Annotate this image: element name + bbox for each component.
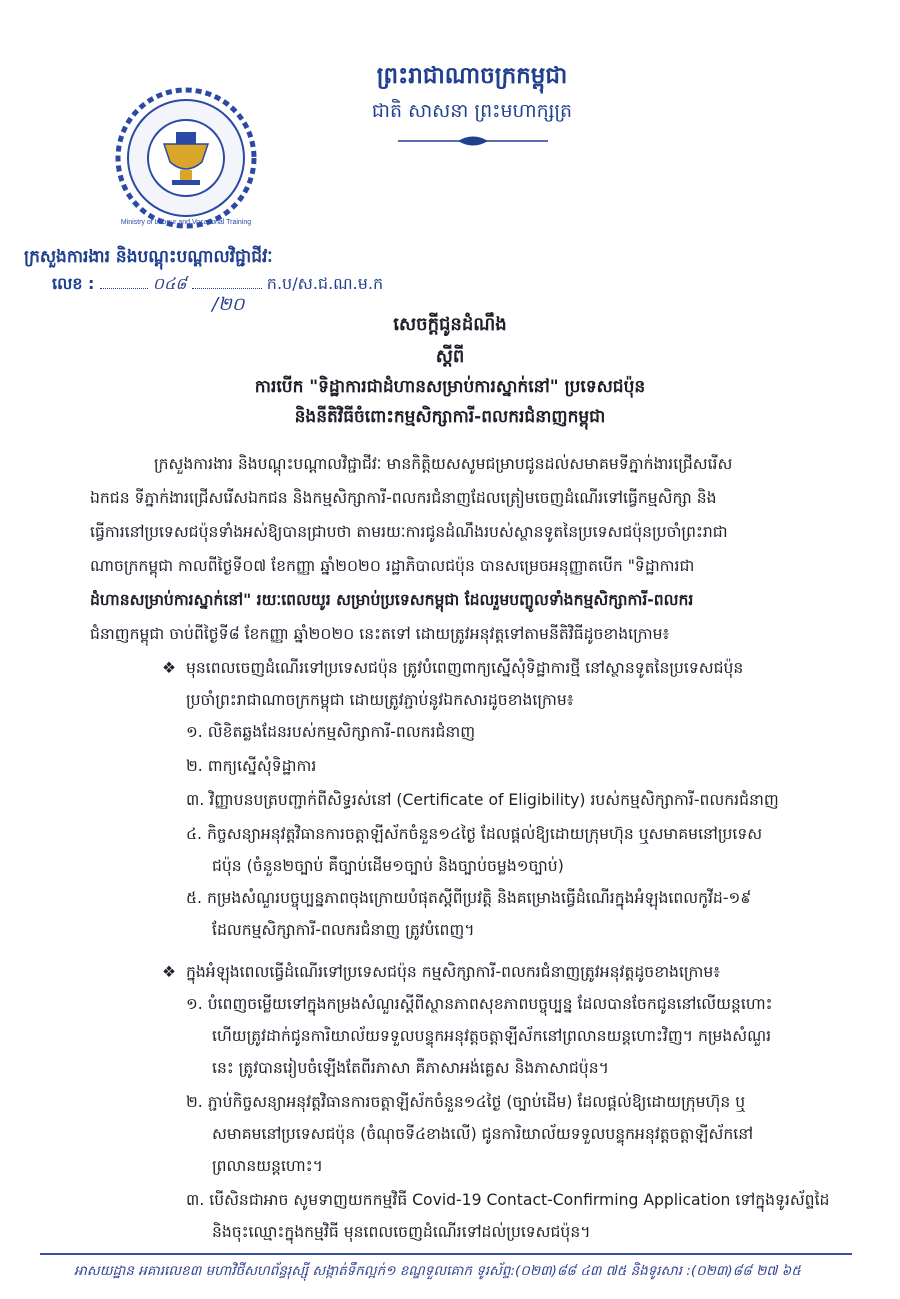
bullet-icon: ❖ bbox=[162, 659, 176, 677]
intro-line: ណាចក្រកម្ពុជា កាលពីថ្ងៃទី០៧ ខែកញ្ញា ឆ្នាំ២០២០ រដ្ឋាភិបាលជប៉ុន បានសម្រេចអនុញ្ញាតបើក "ទិដ្ឋាការជា bbox=[90, 557, 695, 575]
intro-line: ដំហានសម្រាប់ការស្នាក់នៅ" រយៈពេលយូរ សម្រាប់ប្រទេសកម្ពុជា ដែលរួមបញ្ចូលទាំងកម្មសិក្សាការី-ពលករ bbox=[90, 591, 694, 609]
intro-line: ធ្វើការនៅប្រទេសជប៉ុនទាំងអស់ឱ្យបានជ្រាបថា តាមរយៈការជូនដំណឹងរបស់ស្ថានទូតនៃប្រទេសជប៉ុនប្រចាំព្រះរាជា bbox=[90, 523, 728, 541]
ministry-logo bbox=[112, 84, 260, 232]
notice-subject-line-1: ការបើក "ទិដ្ឋាការជាដំហានសម្រាប់ការស្នាក់នៅ" ប្រទេសជប៉ុន bbox=[254, 377, 646, 397]
ornament-divider bbox=[398, 134, 548, 148]
section1-item: ២. ពាក្យស្នើសុំទិដ្ឋាការ bbox=[186, 757, 317, 775]
logo-text: Ministry of Labour and Vocational Training bbox=[120, 219, 252, 226]
section2-item-cont: នេះ ត្រូវបានរៀបចំឡើងតែពីរភាសា គឺភាសាអង់គ្លេស និងភាសាជប៉ុន។ bbox=[212, 1059, 609, 1077]
section1-item: ៤. កិច្ចសន្យាអនុវត្តវិធានការចត្តាឡីស័កចំនួន១៤ថ្ងៃ ដែលផ្តល់ឱ្យដោយក្រុមហ៊ុន ឬសមាគមនៅប្រទេស bbox=[186, 825, 763, 843]
number-dots-1 bbox=[100, 288, 148, 289]
number-year-handwritten: /២០ bbox=[212, 294, 245, 315]
ministry-name: ក្រសួងការងារ និងបណ្តុះបណ្តាលវិជ្ជាជីវៈ bbox=[24, 247, 273, 267]
number-suffix: ក.ប/ស.ជ.ណ.ម.ក bbox=[266, 274, 384, 293]
section2-item-cont: សមាគមនៅប្រទេសជប៉ុន (ចំណុចទី៤ខាងលើ) ជូនការិយាល័យទទួលបន្ទុកអនុវត្តចត្តាឡីស័កនៅ bbox=[212, 1125, 754, 1143]
section2-item-cont: ព្រលានយន្តហោះ។ bbox=[212, 1157, 323, 1175]
footer-address: អាសយដ្ឋាន អគារលេខ៣ មហាវិថីសហព័ន្ធរុស្ស៊ី សង្កាត់ទឹកល្អក់១ ខណ្ឌទួលគោក ទូរស័ព្ទ:(០២៣)៨៨ ៤៣ ៧៥ និងទូរសារ :(០២៣)៨៨ ២៧ ៦៥ bbox=[74, 1263, 801, 1279]
intro-line: ក្រសួងការងារ និងបណ្តុះបណ្តាលវិជ្ជាជីវៈ មានកិត្តិយសសូមជម្រាបជូនដល់សមាគមទីភ្នាក់ងារជ្រើសរើស bbox=[154, 455, 733, 473]
section1-line: ប្រចាំព្រះរាជាណាចក្រកម្ពុជា ដោយត្រូវភ្ជាប់នូវឯកសារដូចខាងក្រោម៖ bbox=[186, 691, 574, 709]
royal-header bbox=[338, 58, 606, 128]
section2-item: ១. បំពេញចម្លើយទៅក្នុងកម្រងសំណួរស្តីពីស្ថានភាពសុខភាពបច្ចុប្បន្ន ដែលបានចែកជូននៅលើយន្តហោះ bbox=[186, 995, 773, 1013]
section2-item-cont: និងចុះឈ្មោះក្នុងកម្មវិធី មុនពេលចេញដំណើរទៅដល់ប្រទេសជប៉ុន។ bbox=[212, 1223, 591, 1241]
section1-item: ១. លិខិតឆ្លងដែនរបស់កម្មសិក្សាការី-ពលករជំនាញ bbox=[186, 723, 476, 741]
national-motto: ជាតិ សាសនា ព្រះមហាក្សត្រ bbox=[371, 100, 573, 122]
notice-subject-label: ស្តីពី bbox=[435, 346, 465, 367]
number-dots-2 bbox=[192, 288, 262, 289]
notice-title: សេចក្តីជូនដំណឹង bbox=[393, 314, 507, 335]
intro-line: ជំនាញកម្ពុជា ចាប់ពីថ្ងៃទី៨ ខែកញ្ញា ឆ្នាំ២០២០ នេះតទៅ ដោយត្រូវអនុវត្តទៅតាមនីតិវិធីដូចខាងក្រោម៖ bbox=[90, 625, 670, 643]
section1-item: ៣. វិញ្ញាបនបត្របញ្ជាក់ពីសិទ្ធរស់នៅ (Certificate of Eligibility) របស់កម្មសិក្សាការី-ពលករជំនាញ bbox=[186, 791, 779, 809]
section1-item: ៥. កម្រងសំណួរបច្ចុប្បន្នភាពចុងក្រោយបំផុតស្តីពីប្រវត្តិ និងគម្រោងធ្វើដំណើរក្នុងអំឡុងពេលកូវីដ-១៩ bbox=[186, 889, 752, 907]
footer-divider bbox=[40, 1253, 852, 1255]
intro-line: ឯកជន ទីភ្នាក់ងារជ្រើសរើសឯកជន និងកម្មសិក្សាការី-ពលករជំនាញដែលត្រៀមចេញដំណើរទៅធ្វើកម្មសិក្សា និង bbox=[90, 489, 717, 507]
section1-line: មុនពេលចេញដំណើរទៅប្រទេសជប៉ុន ត្រូវបំពេញពាក្យស្នើសុំទិដ្ឋាការថ្មី នៅស្ថានទូតនៃប្រទេសជប៉ុន bbox=[186, 659, 744, 677]
number-handwritten: ០៤៨ bbox=[152, 274, 187, 293]
section2-item: ៣. បើសិនជាអាច សូមទាញយកកម្មវិធី Covid-19 Contact-Confirming Application ទៅក្នុងទូរស័ព្ទដៃ bbox=[186, 1191, 830, 1209]
section1-item-cont: ដែលកម្មសិក្សាការី-ពលករជំនាញ ត្រូវបំពេញ។ bbox=[212, 921, 475, 939]
number-label: លេខ : bbox=[52, 274, 95, 293]
section2-item-cont: ហើយត្រូវដាក់ជូនការិយាល័យទទួលបន្ទុកអនុវត្តចត្តាឡីស័កនៅព្រលានយន្តហោះវិញ។ កម្រងសំណួរ bbox=[212, 1027, 772, 1045]
notice-subject-line-2: និងនីតិវិធីចំពោះកម្មសិក្សាការី-ពលករជំនាញកម្ពុជា bbox=[294, 407, 606, 427]
kingdom-title: ព្រះរាជាណាចក្រកម្ពុជា bbox=[376, 63, 568, 89]
bullet-icon: ❖ bbox=[162, 963, 176, 981]
section1-item-cont: ជប៉ុន (ចំនួន២ច្បាប់ គឺច្បាប់ដើម១ច្បាប់ និងច្បាប់ចម្លង១ច្បាប់) bbox=[212, 857, 564, 875]
section2-line: ក្នុងអំឡុងពេលធ្វើដំណើរទៅប្រទេសជប៉ុន កម្មសិក្សាការី-ពលករជំនាញត្រូវអនុវត្តដូចខាងក្រោម៖ bbox=[186, 963, 721, 981]
section2-item: ២. ភ្ជាប់កិច្ចសន្យាអនុវត្តវិធានការចត្តាឡីស័កចំនួន១៤ថ្ងៃ (ច្បាប់ដើម) ដែលផ្តល់ឱ្យដោយក្រុមហ៊ុន ឬ bbox=[186, 1093, 746, 1111]
